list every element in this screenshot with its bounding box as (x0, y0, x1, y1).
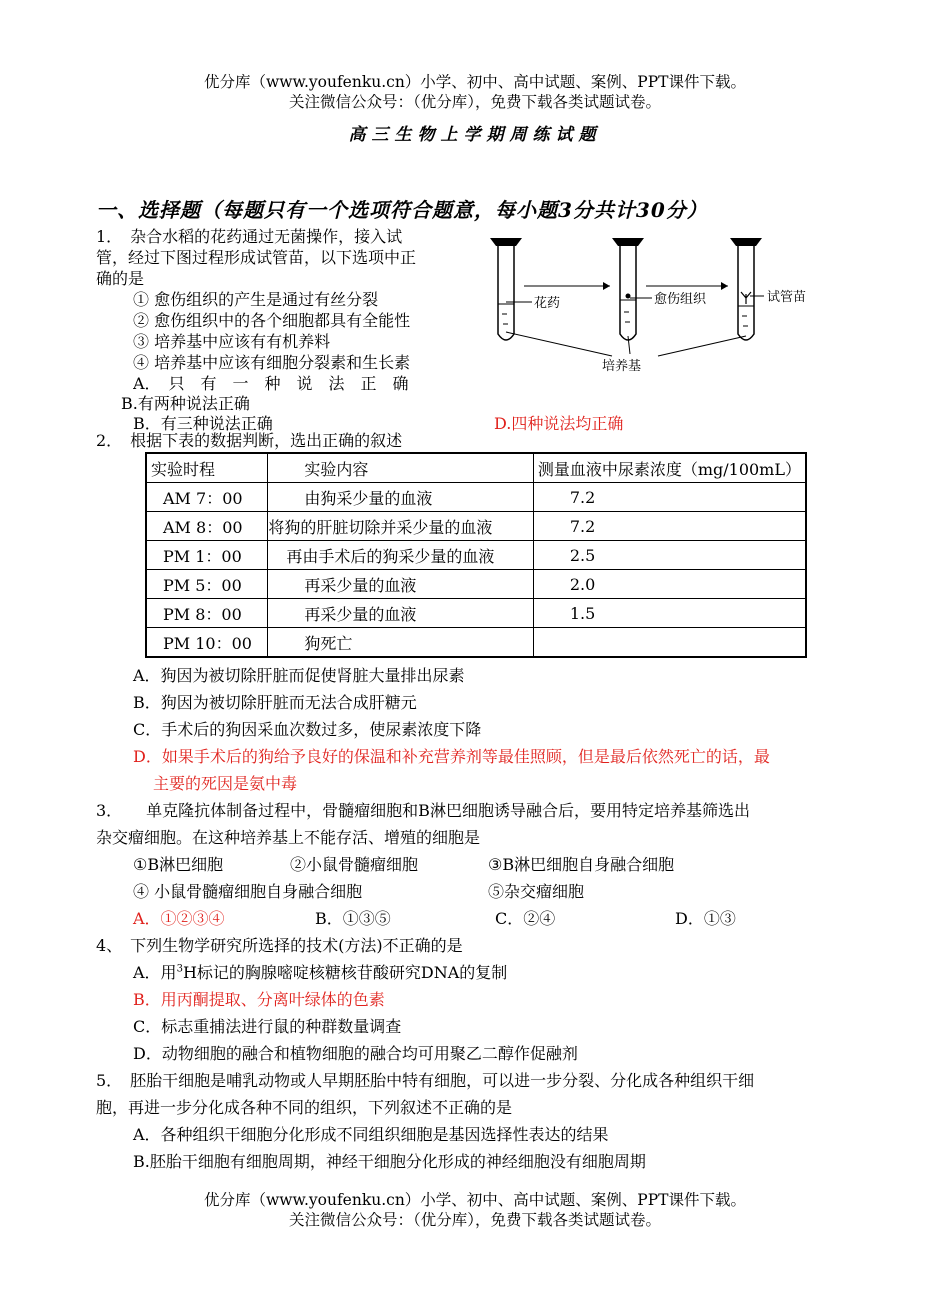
label-medium: 培养基 (602, 359, 642, 374)
test-tube-1 (490, 238, 532, 340)
q4-stem: 4、 下列生物学研究所选择的技术(方法)不正确的是 (96, 936, 463, 955)
q5-stem-line-2: 胞，再进一步分化成各种不同的组织，下列叙述不正确的是 (96, 1098, 513, 1117)
q4-option-d: D．动物细胞的融合和植物细胞的融合均可用聚乙二醇作促融剂 (133, 1044, 578, 1063)
table-cell: AM 7：00 (146, 483, 268, 512)
table-cell: PM 1：00 (146, 541, 268, 570)
header-line-2: 关注微信公众号：（优分库），免费下载各类试题试卷。 (288, 93, 661, 111)
q3-stem-line-2: 杂交瘤细胞。在这种培养基上不能存活、增殖的细胞是 (96, 828, 481, 847)
table-cell (533, 628, 806, 658)
process-arrow-2 (646, 282, 728, 290)
q3-item-4: ④ 小鼠骨髓瘤细胞自身融合细胞 (133, 882, 363, 901)
q1-stem-line-2: 管，经过下图过程形成试管苗，以下选项中正 (96, 248, 417, 267)
q3-stem-line-1: 3． 单克隆抗体制备过程中，骨髓瘤细胞和B淋巴细胞诱导融合后，要用特定培养基筛选出 (96, 801, 750, 820)
table-header: 实验时程 (146, 453, 268, 483)
label-anther: 花药 (534, 296, 561, 311)
page-title: 高三生物上学期周练试题 (348, 125, 602, 145)
q2-option-c: C．手术后的狗因采血次数过多，使尿素浓度下降 (133, 720, 482, 739)
table-cell: 将狗的肝脏切除并采少量的血液 (268, 512, 534, 541)
q3-item-1: ①B淋巴细胞 (133, 855, 224, 874)
q3-item-3: ③B淋巴细胞自身融合细胞 (488, 855, 675, 874)
q3-item-2: ②小鼠骨髓瘤细胞 (290, 855, 419, 874)
q5-option-b: B.胚胎干细胞有细胞周期，神经干细胞分化形成的神经细胞没有细胞周期 (133, 1152, 646, 1171)
experiment-table (145, 452, 807, 658)
table-cell: 7.2 (533, 483, 806, 512)
q4-option-a-superscript: 3 (176, 963, 183, 975)
test-tube-3 (730, 238, 764, 340)
medium-pointer-2 (628, 336, 630, 354)
q1-statement-1: ① 愈伤组织的产生是通过有丝分裂 (133, 290, 379, 309)
table-cell: 2.5 (533, 541, 806, 570)
table-row (146, 483, 806, 512)
table-header-row (146, 453, 806, 483)
q1-statement-4: ④ 培养基中应该有细胞分裂素和生长素 (133, 353, 411, 372)
q3-item-5: ⑤杂交瘤细胞 (488, 882, 585, 901)
table-cell: 狗死亡 (268, 628, 534, 658)
medium-pointer-3 (658, 336, 746, 356)
table-cell: 再采少量的血液 (268, 599, 534, 628)
q4-option-b: B．用丙酮提取、分离叶绿体的色素 (133, 990, 385, 1009)
footer-line-2: 关注微信公众号：（优分库），免费下载各类试题试卷。 (288, 1211, 661, 1229)
table-cell: PM 10：00 (146, 628, 268, 658)
q2-option-d-line-1: D．如果手术后的狗给予良好的保温和补充营养剂等最佳照顾，但是最后依然死亡的话，最 (133, 747, 770, 766)
q3-option-c: C．②④ (495, 909, 556, 928)
table-header: 测量血液中尿素浓度（mg/100mL） (533, 453, 806, 483)
header-line-1: 优分库（www.youfenku.cn）小学、初中、高中试题、案例、PPT课件下载。 (203, 73, 747, 91)
q1-option-d: D.四种说法均正确 (494, 414, 624, 433)
q1-statement-3: ③ 培养基中应该有有机养料 (133, 332, 331, 351)
q4-option-a (133, 960, 507, 983)
q5-stem-line-1: 5． 胚胎干细胞是哺乳动物或人早期胚胎中特有细胞，可以进一步分裂、分化成各种组织干细 (96, 1071, 755, 1090)
table-row (146, 628, 806, 658)
q2-stem: 2． 根据下表的数据判断，选出正确的叙述 (96, 431, 403, 450)
table-cell: AM 8：00 (146, 512, 268, 541)
table-header: 实验内容 (268, 453, 534, 483)
table-row (146, 570, 806, 599)
table-row (146, 599, 806, 628)
table-cell: PM 5：00 (146, 570, 268, 599)
test-tube-2 (612, 238, 652, 340)
label-callus: 愈伤组织 (654, 292, 707, 307)
q1-statement-2: ② 愈伤组织中的各个细胞都具有全能性 (133, 311, 411, 330)
table-cell: 2.0 (533, 570, 806, 599)
q3-option-a: A．①②③④ (133, 909, 225, 928)
q4-option-c: C．标志重捕法进行鼠的种群数量调查 (133, 1017, 402, 1036)
table-cell: 7.2 (533, 512, 806, 541)
q1-option-a: A． 只 有 一 种 说 法 正 确 (133, 374, 409, 393)
q4-option-a-prefix: A．用 (133, 963, 177, 982)
q2-option-b: B．狗因为被切除肝脏而无法合成肝糖元 (133, 693, 417, 712)
table-row (146, 512, 806, 541)
q3-option-d: D．①③ (675, 909, 736, 928)
table-cell: 由狗采少量的血液 (268, 483, 534, 512)
label-seedling: 试管苗 (767, 290, 807, 305)
medium-pointer-1 (506, 332, 612, 356)
tissue-culture-figure (484, 236, 844, 376)
q2-option-a: A．狗因为被切除肝脏而促使肾脏大量排出尿素 (133, 666, 465, 685)
footer-line-1: 优分库（www.youfenku.cn）小学、初中、高中试题、案例、PPT课件下载。 (203, 1191, 747, 1209)
q3-option-b: B．①③⑤ (315, 909, 391, 928)
table-cell: 再采少量的血液 (268, 570, 534, 599)
table-row (146, 541, 806, 570)
section-heading: 一、选择题（每题只有一个选项符合题意，每小题3分共计30分） (96, 198, 708, 222)
q1-stem-line-1: 1． 杂合水稻的花药通过无菌操作，接入试 (96, 227, 403, 246)
table-cell: 1.5 (533, 599, 806, 628)
q5-option-a: A．各种组织干细胞分化形成不同组织细胞是基因选择性表达的结果 (133, 1125, 609, 1144)
process-arrow-1 (524, 282, 610, 290)
q2-option-d-line-2: 主要的死因是氨中毒 (153, 774, 298, 793)
table-cell: 再由手术后的狗采少量的血液 (268, 541, 534, 570)
table-cell: PM 8：00 (146, 599, 268, 628)
q1-option-c: B．有三种说法正确 (133, 414, 273, 433)
q4-option-a-text: H标记的胸腺嘧啶核糖核苷酸研究DNA的复制 (182, 963, 508, 982)
q1-stem-line-3: 确的是 (96, 269, 145, 288)
q1-option-b: B.有两种说法正确 (121, 394, 250, 413)
